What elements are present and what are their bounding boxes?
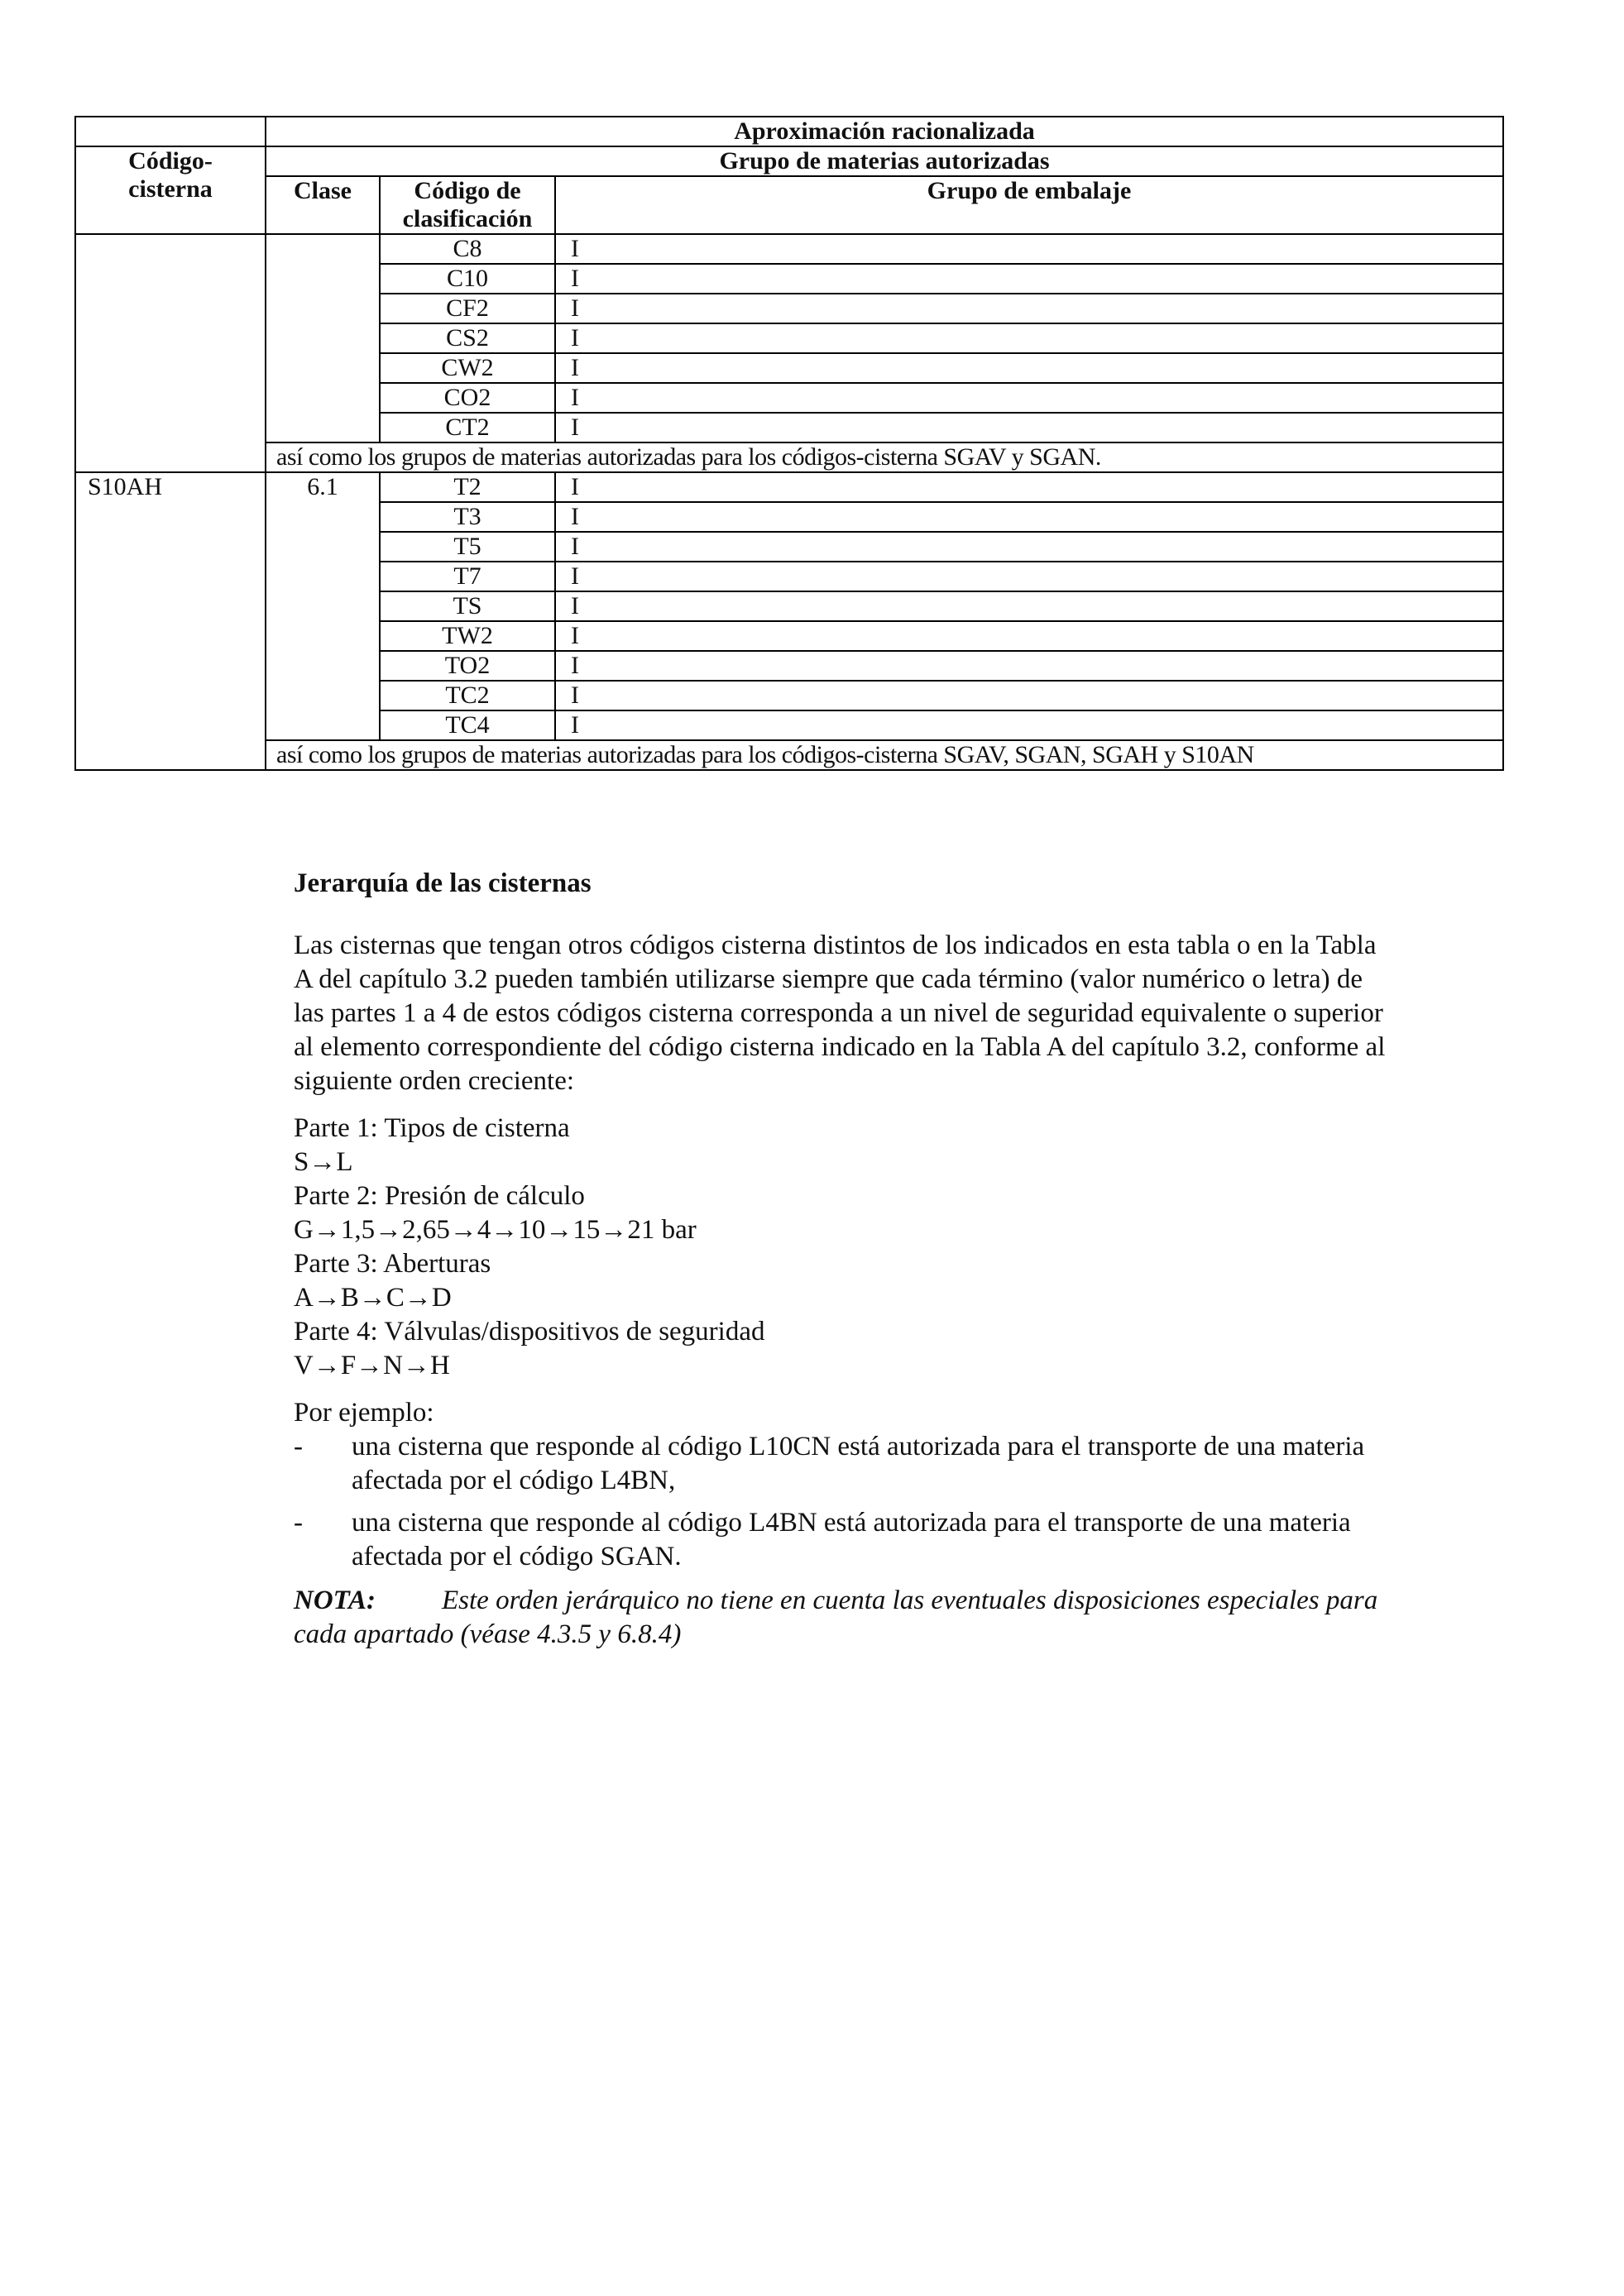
note-line xyxy=(294,1584,1485,1618)
part-order: S→L xyxy=(294,1147,353,1177)
block2-footer: así como los grupos de materias autorizadas para los códigos-cisterna SGAV, SGAN, SGAH y S10AN xyxy=(266,740,1503,770)
example-intro: Por ejemplo: xyxy=(294,1398,434,1428)
packing-cell: I xyxy=(555,681,1503,710)
classification-cell: CT2 xyxy=(380,413,555,442)
packing-cell: I xyxy=(555,353,1503,383)
note xyxy=(294,1584,1485,1652)
packing-cell: I xyxy=(555,294,1503,323)
example-line: una cisterna que responde al código L10CN está autorizada para el transporte de una materia xyxy=(352,1432,1365,1461)
classification-cell: T3 xyxy=(380,502,555,532)
packing-cell: I xyxy=(555,234,1503,264)
classification-cell: TC4 xyxy=(380,710,555,740)
block2-code-cell: S10AH xyxy=(75,472,266,770)
part-order: A→B→C→D xyxy=(294,1283,452,1313)
packing-cell: I xyxy=(555,502,1503,532)
paragraph-line: siguiente orden creciente: xyxy=(294,1066,575,1096)
packing-cell: I xyxy=(555,651,1503,681)
paragraph-line: las partes 1 a 4 de estos códigos cisterna corresponda a un nivel de seguridad equivalente o superior xyxy=(294,998,1383,1028)
packing-header: Grupo de embalaje xyxy=(555,176,1503,234)
packing-cell: I xyxy=(555,562,1503,591)
classification-cell: CS2 xyxy=(380,323,555,353)
classification-cell: C8 xyxy=(380,234,555,264)
rationalized-approach-table xyxy=(74,116,1504,771)
classification-cell: CO2 xyxy=(380,383,555,413)
note-text: Este orden jerárquico no tiene en cuenta las eventuales disposiciones especiales para xyxy=(442,1586,1378,1615)
part-label: Parte 3: Aberturas xyxy=(294,1249,491,1279)
list-dash: - xyxy=(294,1508,303,1538)
block1-code-cell xyxy=(75,234,266,472)
classification-cell: CW2 xyxy=(380,353,555,383)
part-label: Parte 1: Tipos de cisterna xyxy=(294,1113,570,1143)
parts-list xyxy=(294,1112,1485,1383)
classification-cell: T2 xyxy=(380,472,555,502)
block1-class-cell xyxy=(266,234,380,442)
section-heading: Jerarquía de las cisternas xyxy=(294,868,592,898)
block1-footer: así como los grupos de materias autorizadas para los códigos-cisterna SGAV y SGAN. xyxy=(266,442,1503,472)
example-line: una cisterna que responde al código L4BN está autorizada para el transporte de una materia xyxy=(352,1508,1351,1538)
classification-cell: T7 xyxy=(380,562,555,591)
packing-cell: I xyxy=(555,710,1503,740)
list-dash: - xyxy=(294,1432,303,1461)
packing-cell: I xyxy=(555,621,1503,651)
packing-cell: I xyxy=(555,532,1503,562)
table-row xyxy=(75,472,1503,502)
packing-cell: I xyxy=(555,383,1503,413)
code-header-label: Código-cisterna xyxy=(128,147,213,203)
hierarchy-section xyxy=(294,867,1485,1652)
part-order: G→1,5→2,65→4→10→15→21 bar xyxy=(294,1215,697,1245)
packing-cell: I xyxy=(555,323,1503,353)
paragraph-line: A del capítulo 3.2 pueden también utilizarse siempre que cada término (valor numérico o letra) de xyxy=(294,964,1363,994)
packing-cell: I xyxy=(555,472,1503,502)
example-line: afectada por el código L4BN, xyxy=(352,1466,676,1495)
class-header: Clase xyxy=(266,176,380,234)
classification-cell: T5 xyxy=(380,532,555,562)
part-label: Parte 2: Presión de cálculo xyxy=(294,1181,585,1211)
paragraph-line: Las cisternas que tengan otros códigos cisterna distintos de los indicados en esta tabla o en la Tabla xyxy=(294,930,1377,960)
table-row xyxy=(75,740,1503,770)
example-line: afectada por el código SGAN. xyxy=(352,1542,682,1571)
classification-cell: TO2 xyxy=(380,651,555,681)
group-header: Grupo de materias autorizadas xyxy=(266,146,1503,176)
packing-cell: I xyxy=(555,413,1503,442)
table-corner-cell xyxy=(75,117,266,146)
paragraph-line: al elemento correspondiente del código cisterna indicado en la Tabla A del capítulo 3.2, conforme al xyxy=(294,1032,1386,1062)
classification-cell: TC2 xyxy=(380,681,555,710)
block2-class-cell: 6.1 xyxy=(266,472,380,740)
code-header xyxy=(75,146,266,234)
part-order: V→F→N→H xyxy=(294,1351,450,1380)
note-label: NOTA: xyxy=(294,1586,376,1615)
table-row xyxy=(75,442,1503,472)
classification-header: Código de clasificación xyxy=(380,176,555,234)
table-row xyxy=(75,234,1503,264)
list-item xyxy=(294,1430,1485,1498)
classification-cell: TW2 xyxy=(380,621,555,651)
table-title: Aproximación racionalizada xyxy=(266,117,1503,146)
classification-cell: C10 xyxy=(380,264,555,294)
packing-cell: I xyxy=(555,591,1503,621)
list-item xyxy=(294,1506,1485,1574)
note-line: cada apartado (véase 4.3.5 y 6.8.4) xyxy=(294,1619,682,1649)
part-label: Parte 4: Válvulas/dispositivos de seguridad xyxy=(294,1317,765,1347)
classification-cell: CF2 xyxy=(380,294,555,323)
packing-cell: I xyxy=(555,264,1503,294)
hierarchy-paragraph xyxy=(294,929,1485,1098)
classification-cell: TS xyxy=(380,591,555,621)
